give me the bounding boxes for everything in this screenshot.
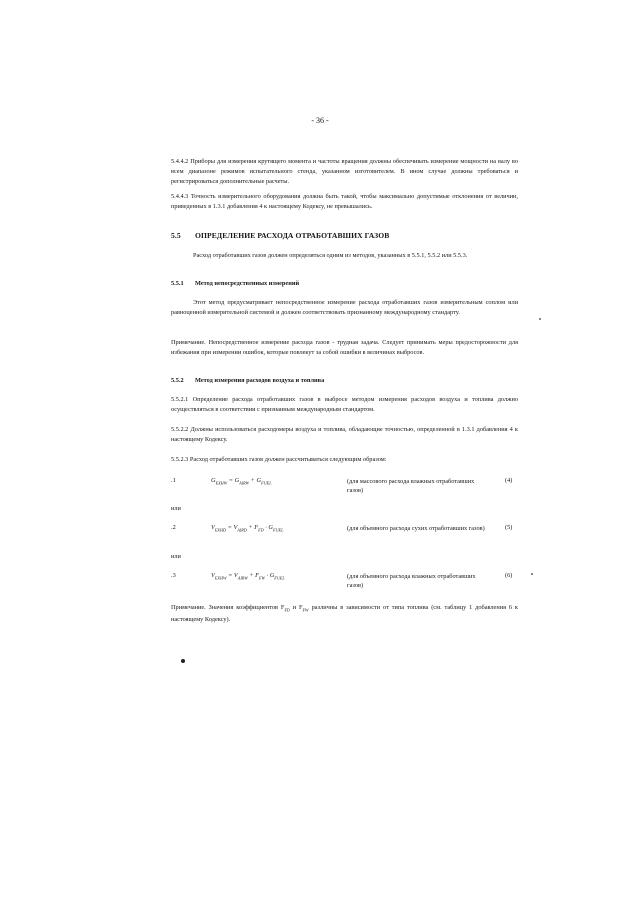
scan-speck <box>531 573 533 575</box>
section-number: 5.5 <box>171 231 181 240</box>
paragraph-5-4-4-2: 5.4.4.2 Приборы для измерения крутящего момента и частоты вращения должны обеспечивать измерение мощности на валу во всем диапазоне режимов испытательного стенда, указанном изготовителем. В ином случае должны требоваться и регистрироваться дополнительные расчеты. <box>171 158 518 185</box>
formula-equation: $V_{EXHD} = V_{AIRD} + F_{FD} \cdot G_{FUEL}$ <box>211 524 284 533</box>
formula-label: .1 <box>171 477 176 484</box>
formula-label: .3 <box>171 572 176 579</box>
scan-mark <box>181 659 185 663</box>
section-title: Метод измерения расходов воздуха и топлива <box>195 377 325 384</box>
paragraph-5-5-1: Этот метод предусматривает непосредственное измерение расхода отработавших газов измерительным соплом или равноценной измерительной системой и должен соответствовать признанному международному стандарту. <box>171 299 518 316</box>
formula-number: (5) <box>505 524 513 531</box>
paragraph-5-4-4-3: 5.4.4.3 Точность измерительного оборудования должна быть такой, чтобы максимально допустимые отклонения от величин, приведенных в 1.3.1 добавления 4 к настоящему Кодексу, не превышались. <box>171 193 518 210</box>
note-1: Примечание. Непосредственное измерение расхода газов - трудная задача. Следует принимать меры предосторожности для избежания при измерении ошибок, которые повлекут за собой ошибки в величинах выбросов. <box>171 339 518 356</box>
scan-speck <box>539 318 541 320</box>
section-number: 5.5.2 <box>171 377 184 384</box>
formula-note: (для массового расхода влажных отработавших газов) <box>347 478 475 494</box>
or-word: или <box>171 505 181 512</box>
paragraph-5-5-intro: Расход отработавших газов должен определяться одним из методов, указанных в 5.5.1, 5.5.2 или 5.5.3. <box>193 252 468 259</box>
section-title: ОПРЕДЕЛЕНИЕ РАСХОДА ОТРАБОТАВШИХ ГАЗОВ <box>195 231 390 240</box>
paragraph-5-5-2-1: 5.5.2.1 Определение расхода отработавших газов в выбросе методом измерения расходов воздуха и топлива должно осуществляться в соответствии с признанным международным стандартом. <box>171 396 518 413</box>
paragraph-5-5-2-2: 5.5.2.2 Должны использоваться расходомеры воздуха и топлива, обладающие точностью, определенной в 1.3.1 добавления 4 к настоящему Кодексу. <box>171 426 518 443</box>
formula-row <box>171 524 518 544</box>
formula-row <box>171 477 518 497</box>
formula-equation: $V_{EXHW} = V_{AIRW} + F_{FW} \cdot G_{FUEL}$ <box>211 572 285 581</box>
formula-note: (для объемного расхода влажных отработавших газов) <box>347 573 476 589</box>
section-heading-5-5 <box>171 231 389 240</box>
section-title: Метод непосредственных измерений <box>195 280 300 287</box>
formula-row <box>171 572 518 592</box>
section-number: 5.5.1 <box>171 280 184 287</box>
section-heading-5-5-1 <box>171 280 299 287</box>
note-2: Примечание. Значения коэффициентов $F_{FD}$ и $F_{FW}$ различны в зависимости от типа топлива (см. таблицу 1 добавления 6 к настоящему Кодексу). <box>171 604 518 624</box>
paragraph-5-5-2-3: 5.5.2.3 Расход отработавших газов должен рассчитываться следующим образом: <box>171 456 387 463</box>
or-word: или <box>171 553 181 560</box>
formula-number: (4) <box>505 477 513 484</box>
page-number: - 36 - <box>311 116 329 125</box>
section-heading-5-5-2 <box>171 377 324 384</box>
formula-note: (для объемного расхода сухих отработавших газов) <box>347 525 485 532</box>
formula-number: (6) <box>505 572 513 579</box>
formula-label: .2 <box>171 524 176 531</box>
formula-equation: $G_{EXHW} = G_{AIRW} + G_{FUEL}$ <box>211 477 272 486</box>
